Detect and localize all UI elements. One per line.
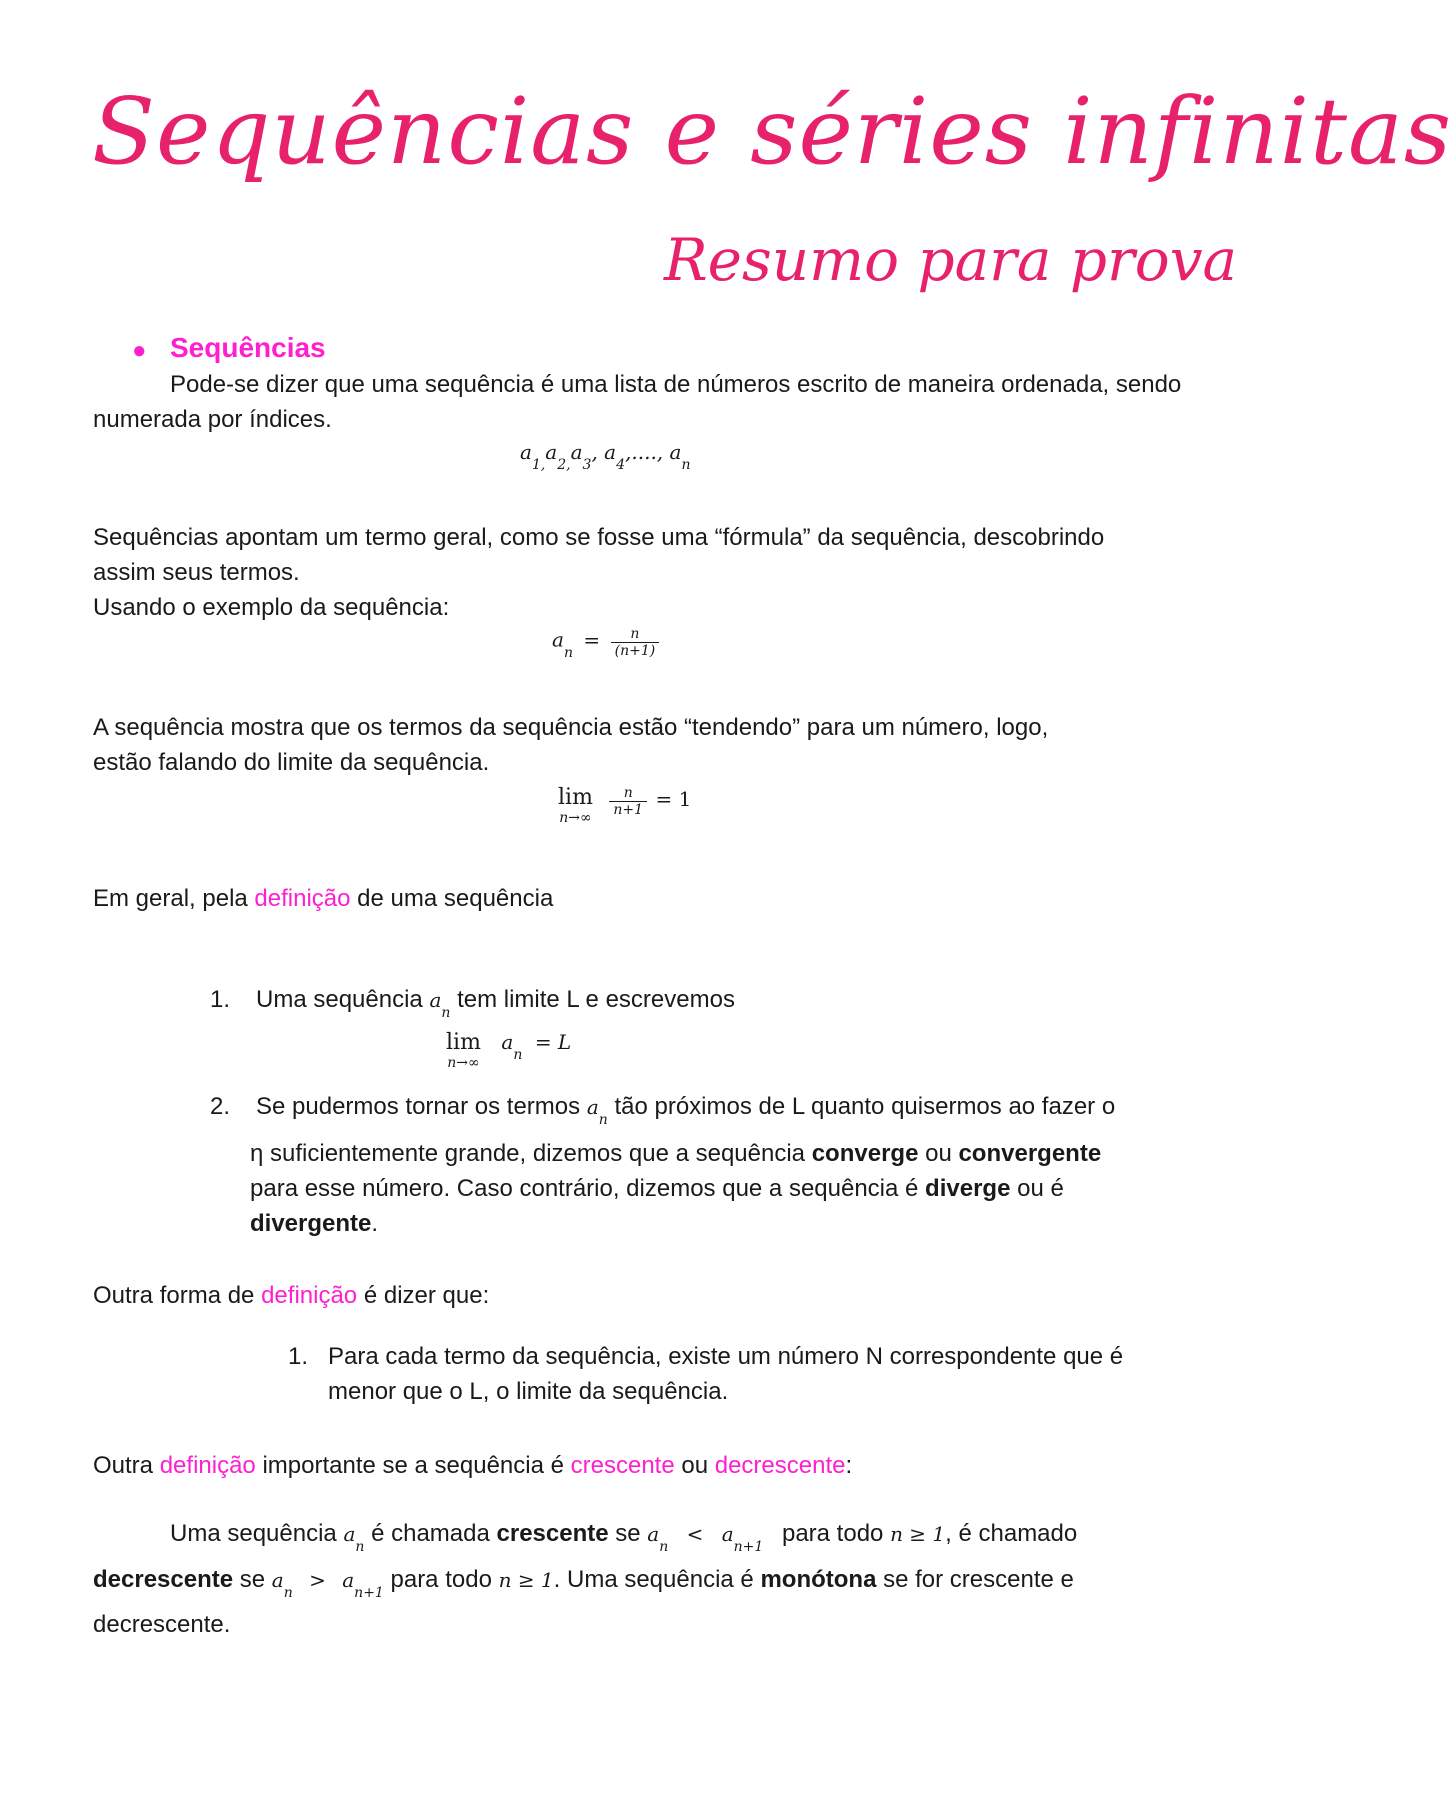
definition-intro [93, 881, 1183, 916]
lim-under: n→∞ [559, 810, 592, 826]
definition-item-1 [256, 986, 735, 1021]
definition-item-2-line2 [250, 1140, 1101, 1168]
mono-l2-ge: n ≥ 1 [498, 1568, 554, 1592]
general-term-line1: Sequências apontam um termo geral, como se fosse uma “fórmula” da sequência, descobrindo [93, 524, 1105, 551]
item2-ou2: ou é [1010, 1175, 1064, 1202]
sequence-terms [520, 440, 691, 473]
item2-post: tão próximos de L quanto quisermos ao fazer o [607, 1093, 1116, 1120]
mono-link-definicao: definição [159, 1452, 256, 1479]
definition-item-2-number: 2. [210, 1093, 231, 1120]
bullet-icon: ● [132, 337, 147, 364]
item2-pre: Se pudermos tornar os termos [256, 1093, 587, 1120]
general-term-formula [552, 626, 659, 659]
mono-mid1: importante se a sequência é [255, 1452, 571, 1479]
definition-post: de uma sequência [350, 885, 554, 912]
divergente-term: divergente [250, 1210, 372, 1237]
mono-l2-gt: > [302, 1568, 333, 1592]
item2-var: a [586, 1095, 599, 1119]
decrescente-term: decrescente [93, 1566, 234, 1593]
definition-item-2-line4 [250, 1210, 378, 1238]
example-intro: Usando o exemplo da sequência: [93, 594, 450, 621]
seq-sub-2: 2, [557, 457, 571, 473]
other-definition-intro [93, 1278, 1183, 1313]
other-def-item-1-line2: menor que o L, o limite da sequência. [328, 1378, 729, 1405]
page-subtitle: Resumo para prova [664, 226, 1238, 294]
formula-denominator: (n+1) [611, 642, 660, 659]
mono-l1-e: , é chamado [945, 1520, 1078, 1547]
formula-fraction [611, 626, 660, 659]
limit-formula [558, 785, 691, 826]
item2-dot: . [371, 1210, 379, 1237]
monotone-line3: decrescente. [93, 1611, 231, 1638]
seq-sub-1: 1, [531, 457, 546, 473]
seq-sub-n: n [681, 457, 691, 473]
convergente-term: convergente [958, 1140, 1102, 1167]
other-def-link: definição [261, 1282, 358, 1309]
intro-paragraph: Pode-se dizer que uma sequência é uma lista de números escrito de maneira ordenada, sendo numerada por índices. [93, 371, 1182, 433]
mono-l2-a: se [233, 1566, 272, 1593]
limit-denominator: n+1 [609, 801, 647, 818]
item1-lim-under: n→∞ [447, 1055, 480, 1071]
seq-a4: , a [591, 440, 617, 464]
mono-l1-an: a [647, 1522, 660, 1546]
mono-l1-var: a [343, 1522, 356, 1546]
item1-var: a [429, 988, 442, 1012]
page-title: Sequências e séries infinitas [92, 78, 1452, 185]
mono-pre: Outra [93, 1452, 160, 1479]
limit-result: = 1 [655, 787, 692, 811]
limit-fraction [609, 785, 647, 818]
other-def-post: é dizer que: [357, 1282, 490, 1309]
other-def-item-1-number: 1. [288, 1343, 309, 1370]
monotona-term: monótona [760, 1566, 877, 1593]
item1-lim-var: a [501, 1030, 514, 1054]
item2-sub: n [598, 1112, 608, 1128]
item1-sub: n [441, 1005, 451, 1021]
seq-an: ,...., a [625, 440, 682, 464]
mono-l1-sub: n [355, 1539, 365, 1555]
seq-sub-3: 3 [582, 457, 592, 473]
monotone-line1 [170, 1520, 1078, 1555]
item2-ou1: ou [918, 1140, 959, 1167]
mono-l1-an-sub: n [659, 1539, 669, 1555]
crescente-term: crescente [496, 1520, 609, 1547]
mono-l2-an: a [271, 1568, 284, 1592]
seq-a1: a [520, 440, 532, 464]
mono-l1-b: é chamada [364, 1520, 497, 1547]
item1-pre: Uma sequência [256, 986, 430, 1013]
lim-word: lim [558, 785, 593, 810]
mono-link-decrescente: decrescente [714, 1452, 846, 1479]
seq-a2: a [545, 440, 558, 464]
mono-l1-ge: n ≥ 1 [890, 1522, 946, 1546]
formula-eq: = [583, 627, 601, 652]
definition-item-1-number: 1. [210, 986, 231, 1013]
formula-lhs-sub: n [563, 644, 573, 661]
mono-l2-an1-sub: n+1 [354, 1585, 384, 1601]
item1-lim-word: lim [446, 1030, 481, 1055]
mono-l1-an1: a [721, 1522, 734, 1546]
mono-l2-an-sub: n [283, 1585, 293, 1601]
mono-l1-lt: < [680, 1522, 710, 1546]
limit-line1: A sequência mostra que os termos da sequência estão “tendendo” para um número, logo, [93, 714, 1049, 741]
item1-lim-operator [446, 1030, 481, 1071]
mono-l1-d: para todo [775, 1520, 891, 1547]
monotone-intro [93, 1448, 1183, 1483]
mono-l2-b: para todo [383, 1566, 499, 1593]
other-def-pre: Outra forma de [93, 1282, 262, 1309]
item2-line2-pre: η suficientemente grande, dizemos que a sequência [250, 1140, 812, 1167]
definition-link: definição [254, 885, 351, 912]
mono-l2-d: se for crescente e [876, 1566, 1074, 1593]
lim-operator [558, 785, 593, 826]
item1-lim-rhs: = L [534, 1030, 572, 1054]
limit-line2: estão falando do limite da sequência. [93, 749, 490, 776]
item1-lim-sub: n [513, 1047, 523, 1063]
limit-numerator: n [623, 785, 633, 801]
seq-a3: a [570, 440, 583, 464]
definition-pre: Em geral, pela [93, 885, 255, 912]
mono-link-crescente: crescente [570, 1452, 675, 1479]
mono-l2-c: . Uma sequência é [553, 1566, 761, 1593]
other-def-item-1-line1: Para cada termo da sequência, existe um número N correspondente que é [328, 1343, 1124, 1370]
definition-item-2-line1 [256, 1093, 1116, 1128]
seq-sub-4: 4 [616, 457, 626, 473]
item2-line3-pre: para esse número. Caso contrário, dizemos que a sequência é [250, 1175, 926, 1202]
formula-numerator: n [630, 626, 640, 642]
mono-post: : [845, 1452, 853, 1479]
definition-item-1-limit [446, 1030, 571, 1071]
definition-item-2-line3 [250, 1175, 1064, 1203]
converge-term: converge [811, 1140, 919, 1167]
mono-l1-a: Uma sequência [170, 1520, 344, 1547]
mono-l1-an1-sub: n+1 [733, 1539, 764, 1555]
mono-l2-an1: a [342, 1568, 355, 1592]
section-heading: Sequências [170, 332, 326, 363]
general-term-line2: assim seus termos. [93, 559, 300, 586]
item1-post: tem limite L e escrevemos [450, 986, 735, 1013]
mono-l1-c: se [608, 1520, 648, 1547]
formula-lhs: a [552, 627, 564, 652]
mono-mid2: ou [674, 1452, 715, 1479]
diverge-term: diverge [925, 1175, 1011, 1202]
monotone-line2 [93, 1566, 1074, 1601]
